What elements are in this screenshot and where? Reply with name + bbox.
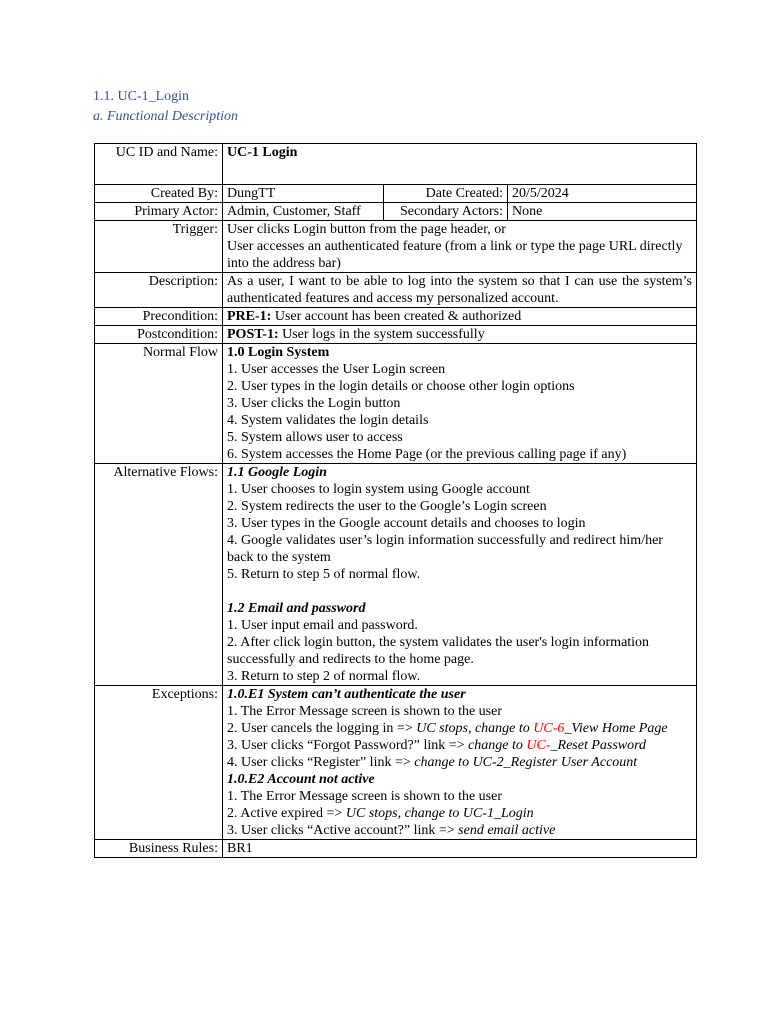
exception-1-title: 1.0.E1 System can’t authenticate the user	[227, 687, 466, 702]
exception-step	[227, 754, 692, 771]
exception-step-italic: _View Home Page	[564, 721, 668, 736]
date-created-value: 20/5/2024	[508, 185, 697, 203]
alt-flow-step: 3. User types in the Google account details and chooses to login	[227, 516, 586, 531]
exception-step-italic: change to UC-2_Register User Account	[414, 755, 638, 770]
postcondition-code: POST-1:	[227, 327, 279, 342]
business-rules-value: BR1	[223, 840, 697, 858]
exception-step	[227, 737, 692, 754]
exceptions-label: Exceptions:	[95, 686, 223, 840]
alt-flow-step: 4. Google validates user’s login information successfully and redirect him/her back to the system	[227, 533, 663, 565]
normal-flow-label: Normal Flow	[95, 344, 223, 464]
postcondition-text: User logs in the system successfully	[278, 327, 485, 342]
postcondition-label: Postcondition:	[95, 326, 223, 344]
alt-flow-step: 5. Return to step 5 of normal flow.	[227, 567, 421, 582]
row-trigger	[95, 221, 697, 273]
exception-step-text: 2. Active expired =>	[227, 806, 346, 821]
normal-flow-step: 1. User accesses the User Login screen	[227, 362, 446, 377]
normal-flow-step: 2. User types in the login details or choose other login options	[227, 379, 575, 394]
normal-flow-title: 1.0 Login System	[227, 345, 330, 360]
precondition-text: User account has been created & authorized	[271, 309, 522, 324]
normal-flow-value	[223, 344, 697, 464]
uc-id-value: UC-1 Login	[223, 144, 697, 185]
row-alternative-flows	[95, 464, 697, 686]
alt-flows-label: Alternative Flows:	[95, 464, 223, 686]
use-case-table	[94, 143, 697, 858]
business-rules-label: Business Rules:	[95, 840, 223, 858]
exception-step-text: 3. User clicks “Forgot Password?” link =>	[227, 738, 469, 753]
normal-flow-step: 3. User clicks the Login button	[227, 396, 401, 411]
precondition-code: PRE-1:	[227, 309, 272, 324]
created-by-value: DungTT	[223, 185, 384, 203]
row-precondition	[95, 308, 697, 326]
exception-step-text: 4. User clicks “Register” link =>	[227, 755, 415, 770]
row-created	[95, 185, 697, 203]
date-created-label: Date Created:	[384, 185, 508, 203]
description-label: Description:	[95, 273, 223, 308]
exception-step-text: 2. User cancels the logging in =>	[227, 721, 417, 736]
created-by-label: Created By:	[95, 185, 223, 203]
exception-step	[227, 720, 692, 737]
alt-flow-step: 1. User chooses to login system using Google account	[227, 482, 530, 497]
row-postcondition	[95, 326, 697, 344]
exceptions-value	[223, 686, 697, 840]
row-normal-flow	[95, 344, 697, 464]
exception-step-italic: send email active	[458, 823, 556, 838]
exception-step	[227, 805, 692, 822]
row-description	[95, 273, 697, 308]
trigger-label: Trigger:	[95, 221, 223, 273]
trigger-value	[223, 221, 697, 273]
description-value: As a user, I want to be able to log into the system so that I can use the system’s authenticated features and access my personalized account.	[223, 273, 697, 308]
trigger-line: User clicks Login button from the page header, or	[227, 222, 506, 237]
exception-step	[227, 822, 692, 839]
exception-step-text: 3. User clicks “Active account?” link =>	[227, 823, 459, 838]
precondition-value	[223, 308, 697, 326]
alt-flow-step: 3. Return to step 2 of normal flow.	[227, 669, 421, 684]
exception-step: 1. The Error Message screen is shown to the user	[227, 704, 503, 719]
uc-id-label: UC ID and Name:	[95, 144, 223, 185]
secondary-actors-value: None	[508, 203, 697, 221]
trigger-line: User accesses an authenticated feature (from a link or type the page URL directly into the address bar)	[227, 239, 683, 271]
alt-flow-1-title: 1.1 Google Login	[227, 465, 327, 480]
row-exceptions	[95, 686, 697, 840]
section-heading: 1.1. UC-1_Login	[93, 89, 190, 104]
alt-flow-step: 2. After click login button, the system validates the user's login information successfully and redirects to the home page.	[227, 635, 650, 667]
row-uc-id	[95, 144, 697, 185]
secondary-actors-label: Secondary Actors:	[384, 203, 508, 221]
row-actors	[95, 203, 697, 221]
exception-step: 1. The Error Message screen is shown to the user	[227, 789, 503, 804]
blank-line	[227, 583, 692, 600]
exception-step-red: UC-	[526, 738, 551, 753]
precondition-label: Precondition:	[95, 308, 223, 326]
normal-flow-step: 4. System validates the login details	[227, 413, 429, 428]
exception-step-italic: UC stops, change to UC-1_Login	[345, 806, 534, 821]
postcondition-value	[223, 326, 697, 344]
alt-flow-step: 2. System redirects the user to the Google’s Login screen	[227, 499, 547, 514]
exception-step-red: UC-6	[533, 721, 565, 736]
exception-2-title: 1.0.E2 Account not active	[227, 772, 375, 787]
normal-flow-step: 6. System accesses the Home Page (or the previous calling page if any)	[227, 447, 627, 462]
row-business-rules	[95, 840, 697, 858]
exception-step-italic: UC stops, change to	[416, 721, 534, 736]
alt-flow-2-title: 1.2 Email and password	[227, 601, 366, 616]
exception-step-italic: _Reset Password	[550, 738, 647, 753]
alt-flows-value	[223, 464, 697, 686]
primary-actor-value: Admin, Customer, Staff	[223, 203, 384, 221]
normal-flow-step: 5. System allows user to access	[227, 430, 403, 445]
primary-actor-label: Primary Actor:	[95, 203, 223, 221]
subsection-heading: a. Functional Description	[93, 109, 239, 124]
exception-step-italic: change to	[468, 738, 527, 753]
alt-flow-step: 1. User input email and password.	[227, 618, 418, 633]
